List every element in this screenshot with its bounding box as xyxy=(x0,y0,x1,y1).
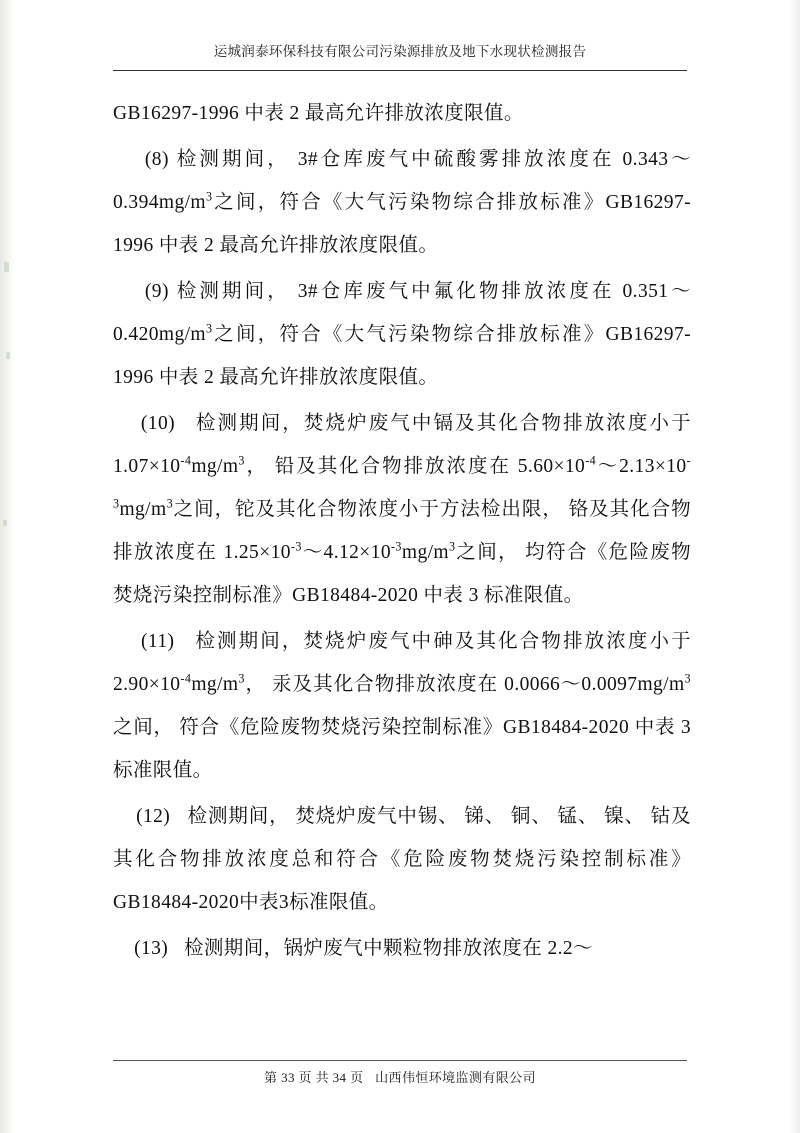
paragraph-continuation: GB16297-1996 中表 2 最高允许排放浓度限值。 xyxy=(113,103,524,124)
footer-spacer xyxy=(367,1070,371,1085)
paragraph-11: (11) 检测期间，焚烧炉废气中砷及其化合物排放浓度小于 $2.90\times 10^{-4}mg/m^3$， 汞及其化合物排放浓度在 $0.0066\sim 0.0097mg/m^3$之间， 符合《危险废物焚烧污染控制标准》GB18484-2020 中表 3 标准限值。 xyxy=(113,631,691,781)
footer-divider xyxy=(113,1060,687,1061)
paragraph-8: (8) 检测期间， 3#仓库废气中硫酸雾排放浓度在 $0.343\sim 0.394mg/m^3$之间，符合《大气污染物综合排放标准》GB16297-1996 中表 2 最高允许排放浓度限值。 xyxy=(113,149,691,256)
scan-speck xyxy=(4,262,9,272)
footer-page-label: 第 33 页 共 34 页 xyxy=(264,1070,364,1085)
paragraph-12: (12) 检测期间， 焚烧炉废气中锡、 锑、 铜、 锰、 镍、 钴及其化合物排放浓度总和符合《危险废物焚烧污染控制标准》GB18484-2020中表3标准限值。 xyxy=(113,806,691,913)
paragraph-9: (9) 检测期间， 3#仓库废气中氟化物排放浓度在 $0.351\sim 0.420mg/m^3$之间，符合《大气污染物综合排放标准》GB16297-1996 中表 2 最高允许排放浓度限值。 xyxy=(113,281,691,388)
page-footer xyxy=(0,1067,800,1087)
scan-speck xyxy=(3,520,7,526)
footer-company: 山西伟恒环境监测有限公司 xyxy=(375,1070,536,1085)
header-title: 运城润泰环保科技有限公司污染源排放及地下水现状检测报告 xyxy=(213,44,587,59)
document-body xyxy=(113,92,691,970)
scan-speck xyxy=(6,352,10,359)
scan-edge-left xyxy=(0,0,14,1133)
paragraph-13: (13) 检测期间，锅炉废气中颗粒物排放浓度在 2.2～ xyxy=(113,938,593,959)
page-header xyxy=(0,44,800,60)
paragraph-10: (10) 检测期间，焚烧炉废气中镉及其化合物排放浓度小于 $1.07\times 10^{-4}mg/m^3$， 铅及其化合物排放浓度在 $5.60\times 10^{-4}\sim 2.13\times 10^{-3}mg/m^3$之间，铊及其化合物浓度小于方法检出限， 铬及其化合物排放浓度在 $1.25\times 10^{-3}\sim 4.12\times 10^{-3}mg/m^3$之间， 均符合《危险废物焚烧污染控制标准》GB18484-2020 中表 3 标准限值。 xyxy=(113,413,691,606)
header-divider xyxy=(113,70,687,71)
scan-edge-right xyxy=(790,0,800,1133)
